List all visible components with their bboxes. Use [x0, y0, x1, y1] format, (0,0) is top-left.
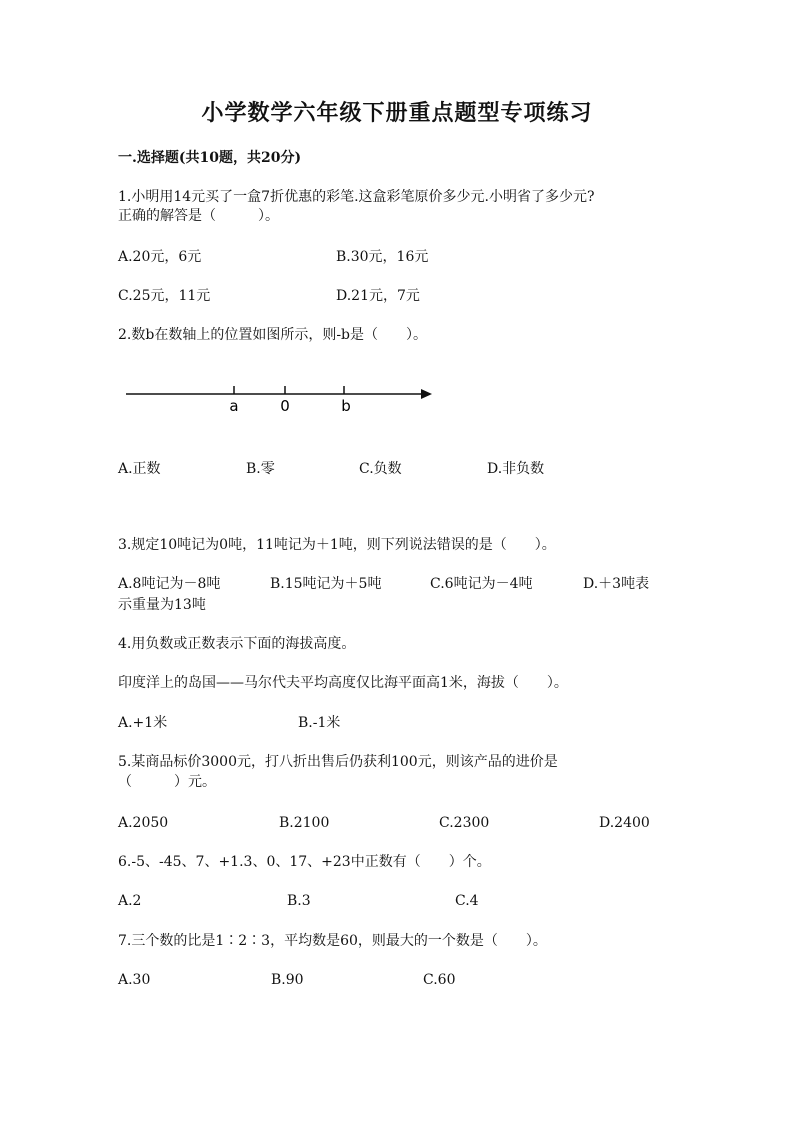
q4-option-b[interactable]: B.-1米	[298, 715, 341, 731]
section-heading: 一.选择题(共10题，共20分)	[118, 150, 302, 166]
question-5-text-cont: （ ）元。	[118, 774, 216, 790]
q5-option-c[interactable]: C.2300	[439, 815, 490, 831]
q5-option-d[interactable]: D.2400	[599, 815, 650, 831]
q6-option-a[interactable]: A.2	[118, 893, 142, 909]
q1-option-a[interactable]: A.20元，6元	[118, 249, 202, 265]
q3-option-d-cont: 示重量为13吨	[118, 597, 206, 613]
question-4-text: 4.用负数或正数表示下面的海拔高度。	[118, 636, 356, 652]
q3-option-c[interactable]: C.6吨记为－4吨	[430, 576, 533, 592]
question-5-text: 5.某商品标价3000元，打八折出售后仍获利100元，则该产品的进价是	[118, 754, 558, 770]
q5-option-a[interactable]: A.2050	[118, 815, 169, 831]
number-line-figure	[118, 375, 448, 425]
question-7-text: 7.三个数的比是1∶2∶3，平均数是60，则最大的一个数是（ ）。	[118, 933, 547, 949]
label-0: 0	[280, 397, 290, 415]
question-6-text: 6.-5、-45、7、+1.3、0、17、+23中正数有（ ）个。	[118, 854, 491, 870]
q6-option-b[interactable]: B.3	[287, 893, 311, 909]
question-3-text: 3.规定10吨记为0吨，11吨记为＋1吨，则下列说法错误的是（ ）。	[118, 537, 556, 553]
q7-option-a[interactable]: A.30	[118, 972, 151, 988]
question-4-subtext: 印度洋上的岛国——马尔代夫平均高度仅比海平面高1米，海拔（ ）。	[118, 675, 568, 691]
q2-option-d[interactable]: D.非负数	[487, 461, 545, 477]
q7-option-b[interactable]: B.90	[271, 972, 304, 988]
q1-option-c[interactable]: C.25元，11元	[118, 288, 211, 304]
label-b: b	[341, 397, 351, 415]
number-line-arrow-icon	[421, 389, 432, 399]
q1-option-b[interactable]: B.30元，16元	[336, 249, 429, 265]
q6-option-c[interactable]: C.4	[455, 893, 479, 909]
question-1-text: 1.小明用14元买了一盒7折优惠的彩笔.这盒彩笔原价多少元.小明省了多少元?	[118, 189, 595, 205]
q2-option-a[interactable]: A.正数	[118, 461, 161, 477]
label-a: a	[229, 397, 239, 415]
q3-option-b[interactable]: B.15吨记为＋5吨	[270, 576, 382, 592]
q4-option-a[interactable]: A.+1米	[118, 715, 168, 731]
question-2-text: 2.数b在数轴上的位置如图所示，则-b是（ ）。	[118, 327, 428, 343]
q2-option-c[interactable]: C.负数	[359, 461, 402, 477]
q2-option-b[interactable]: B.零	[246, 461, 275, 477]
q7-option-c[interactable]: C.60	[423, 972, 456, 988]
q5-option-b[interactable]: B.2100	[279, 815, 330, 831]
page-title: 小学数学六年级下册重点题型专项练习	[201, 100, 593, 126]
q1-option-d[interactable]: D.21元，7元	[336, 288, 420, 304]
q3-option-a[interactable]: A.8吨记为－8吨	[118, 576, 221, 592]
q3-option-d[interactable]: D.＋3吨表	[583, 576, 650, 592]
question-1-text-cont: 正确的解答是（ ）。	[118, 208, 279, 224]
